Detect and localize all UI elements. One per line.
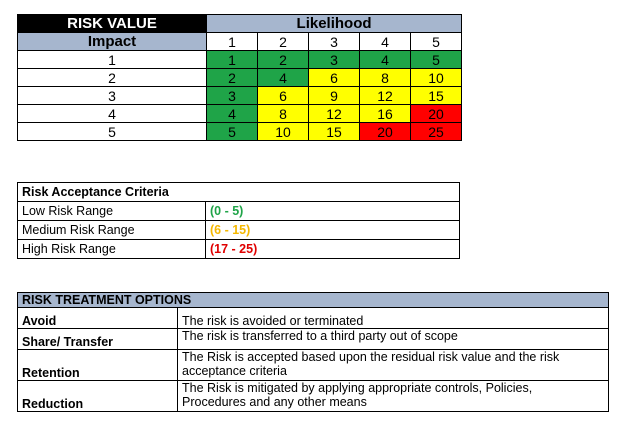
description-line: The risk is transferred to a third party out of scope <box>182 329 458 343</box>
risk-cell: 25 <box>411 123 462 141</box>
criteria-title: Risk Acceptance Criteria <box>18 183 460 202</box>
treatment-description <box>178 329 609 350</box>
criteria-label: Low Risk Range <box>18 202 206 221</box>
risk-cell: 4 <box>207 105 258 123</box>
treatment-option: Share/ Transfer <box>18 329 178 350</box>
matrix-row <box>18 123 462 141</box>
impact-level: 4 <box>18 105 207 123</box>
description-line: acceptance criteria <box>182 364 287 378</box>
likelihood-level: 3 <box>309 33 360 51</box>
description-line: The Risk is accepted based upon the residual risk value and the risk <box>182 350 560 364</box>
treatment-option: Retention <box>18 350 178 381</box>
risk-cell: 20 <box>360 123 411 141</box>
risk-cell: 15 <box>309 123 360 141</box>
treatment-option: Reduction <box>18 381 178 412</box>
risk-cell: 5 <box>207 123 258 141</box>
treatment-description <box>178 308 609 329</box>
treatment-title: RISK TREATMENT OPTIONS <box>18 293 609 308</box>
treatment-row <box>18 381 609 412</box>
criteria-range: (17 - 25) <box>206 240 460 259</box>
risk-cell: 2 <box>207 69 258 87</box>
criteria-row <box>18 221 460 240</box>
risk-cell: 6 <box>309 69 360 87</box>
risk-cell: 6 <box>258 87 309 105</box>
treatment-description <box>178 350 609 381</box>
criteria-label: High Risk Range <box>18 240 206 259</box>
criteria-range: (0 - 5) <box>206 202 460 221</box>
matrix-row <box>18 105 462 123</box>
risk-cell: 3 <box>309 51 360 69</box>
likelihood-level: 1 <box>207 33 258 51</box>
treatment-option: Avoid <box>18 308 178 329</box>
risk-cell: 8 <box>258 105 309 123</box>
description-line: Procedures and any other means <box>182 395 367 409</box>
impact-level: 3 <box>18 87 207 105</box>
risk-cell: 16 <box>360 105 411 123</box>
risk-cell: 12 <box>309 105 360 123</box>
risk-cell: 2 <box>258 51 309 69</box>
matrix-row <box>18 87 462 105</box>
risk-treatment-options-table <box>17 292 609 412</box>
criteria-row <box>18 202 460 221</box>
risk-acceptance-criteria-table <box>17 182 460 259</box>
risk-cell: 3 <box>207 87 258 105</box>
risk-cell: 10 <box>258 123 309 141</box>
risk-cell: 4 <box>360 51 411 69</box>
risk-cell: 5 <box>411 51 462 69</box>
risk-cell: 8 <box>360 69 411 87</box>
risk-cell: 1 <box>207 51 258 69</box>
risk-matrix-table <box>17 14 462 141</box>
likelihood-level: 2 <box>258 33 309 51</box>
description-line: The risk is avoided or terminated <box>182 314 364 328</box>
treatment-row <box>18 308 609 329</box>
impact-level: 5 <box>18 123 207 141</box>
criteria-label: Medium Risk Range <box>18 221 206 240</box>
criteria-range: (6 - 15) <box>206 221 460 240</box>
likelihood-level: 5 <box>411 33 462 51</box>
risk-cell: 12 <box>360 87 411 105</box>
likelihood-level: 4 <box>360 33 411 51</box>
risk-cell: 4 <box>258 69 309 87</box>
matrix-row <box>18 69 462 87</box>
likelihood-header: Likelihood <box>207 15 462 33</box>
description-line: The Risk is mitigated by applying appropriate controls, Policies, <box>182 381 533 395</box>
impact-level: 2 <box>18 69 207 87</box>
risk-cell: 10 <box>411 69 462 87</box>
impact-level: 1 <box>18 51 207 69</box>
treatment-description <box>178 381 609 412</box>
risk-value-header: RISK VALUE <box>18 15 207 33</box>
matrix-row <box>18 51 462 69</box>
criteria-row <box>18 240 460 259</box>
risk-cell: 9 <box>309 87 360 105</box>
risk-cell: 20 <box>411 105 462 123</box>
treatment-row <box>18 329 609 350</box>
treatment-row <box>18 350 609 381</box>
risk-cell: 15 <box>411 87 462 105</box>
impact-header: Impact <box>18 33 207 51</box>
